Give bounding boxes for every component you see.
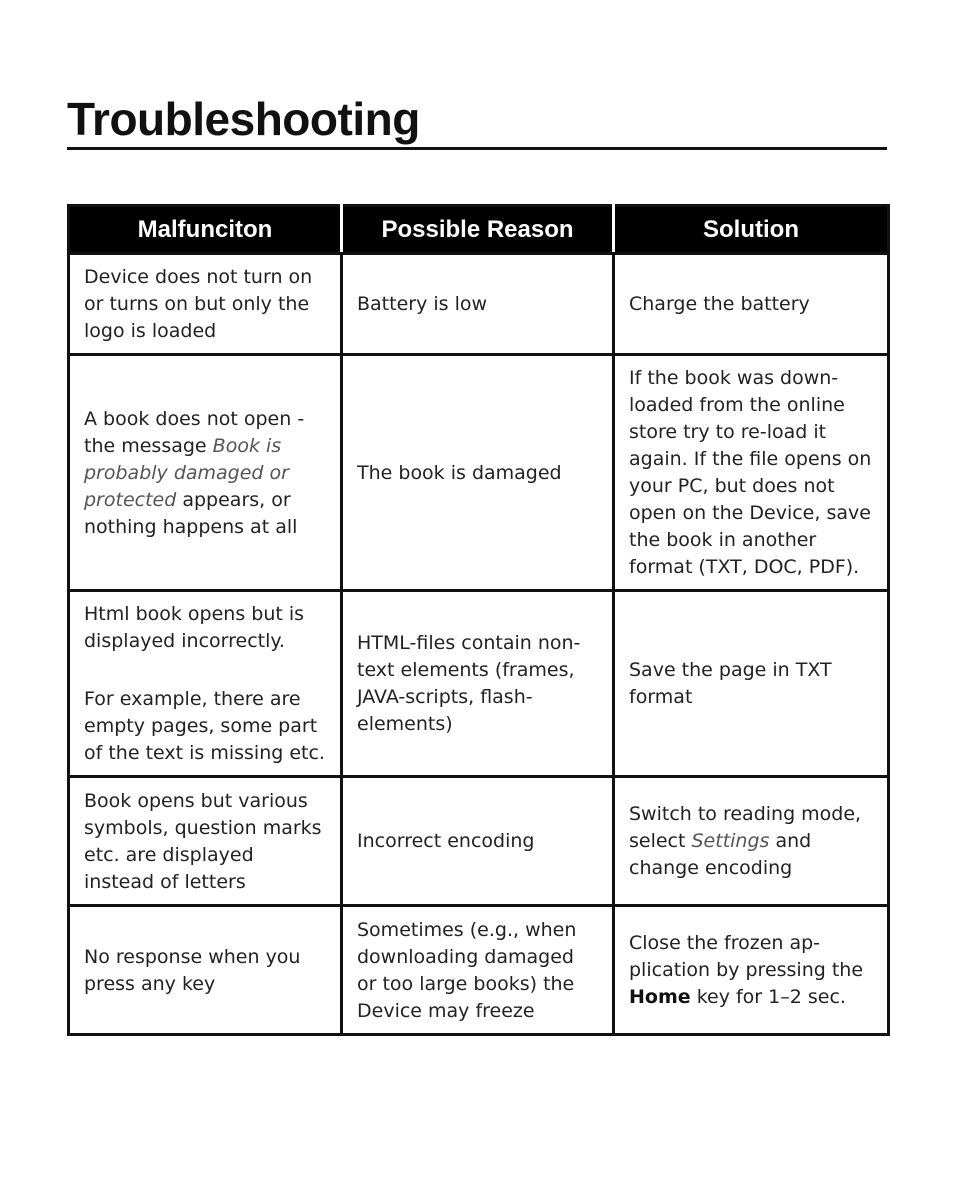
- malfunction-text: appears, or nothing happens at all: [84, 488, 298, 538]
- reason-cell: Incorrect encoding: [342, 777, 614, 906]
- malfunction-cell: No response when you press any key: [69, 906, 342, 1035]
- troubleshooting-table: [67, 204, 890, 1036]
- table-row: [69, 355, 889, 591]
- malfunction-cell: Book opens but various symbols, question marks etc. are displayed instead of letters: [69, 777, 342, 906]
- malfunction-example-text: For example, there are empty pages, some part of the text is missing etc.: [84, 688, 325, 764]
- solution-cell: Charge the battery: [614, 254, 889, 355]
- reason-cell: Sometimes (e.g., when downloading damaged or too large books) the Device may freeze: [342, 906, 614, 1035]
- table-row: [69, 591, 889, 777]
- solution-text: Close the frozen ap-plication by pressing the: [629, 932, 864, 981]
- table-row: [69, 254, 889, 355]
- solution-cell: [614, 906, 889, 1035]
- table-row: [69, 777, 889, 906]
- malfunction-cell: [69, 591, 342, 777]
- reason-cell: Battery is low: [342, 254, 614, 355]
- reason-cell: HTML-files contain non-text elements (frames, JAVA-scripts, flash-elements): [342, 591, 614, 777]
- solution-cell: If the book was down-loaded from the online store try to re-load it again. If the file opens on your PC, but does not open on the Device, save the book in another format (TXT, DOC, PDF).: [614, 355, 889, 591]
- malfunction-cell: [69, 355, 342, 591]
- malfunction-text: A book does not open - the message: [84, 407, 305, 457]
- malfunction-cell: Device does not turn on or turns on but only the logo is loaded: [69, 254, 342, 355]
- home-key-name: Home: [629, 986, 691, 1008]
- table-header-row: [69, 206, 889, 254]
- solution-text: and change encoding: [629, 830, 812, 879]
- header-solution: Solution: [614, 206, 889, 254]
- malfunction-text: Html book opens but is displayed incorrectly.: [84, 603, 305, 652]
- reason-cell: The book is damaged: [342, 355, 614, 591]
- solution-cell: Save the page in TXT format: [614, 591, 889, 777]
- solution-text: Switch to reading mode, select: [629, 803, 862, 852]
- header-malfunction: Malfunciton: [69, 206, 342, 254]
- header-possible-reason: Possible Reason: [342, 206, 614, 254]
- page-title: Troubleshooting: [67, 92, 887, 150]
- error-message-text: Book is probably damaged or protected: [84, 434, 289, 511]
- solution-cell: [614, 777, 889, 906]
- table-row: [69, 906, 889, 1035]
- solution-text: key for 1–2 sec.: [696, 986, 846, 1008]
- settings-menu-name: Settings: [691, 830, 770, 852]
